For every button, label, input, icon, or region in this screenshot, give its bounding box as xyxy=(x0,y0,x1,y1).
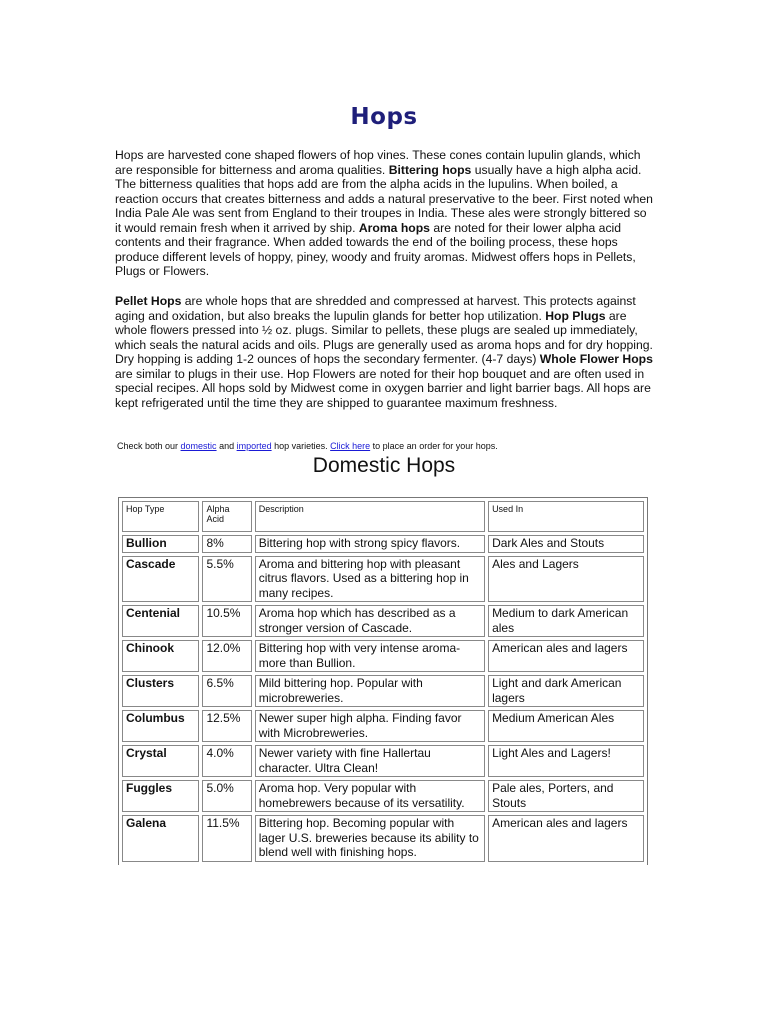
hop-used-in: Dark Ales and Stouts xyxy=(488,535,644,553)
alpha-acid: 11.5% xyxy=(202,815,251,862)
hop-description: Mild bittering hop. Popular with microbreweries. xyxy=(255,675,485,707)
table-row xyxy=(122,710,644,742)
hop-used-in: Ales and Lagers xyxy=(488,556,644,603)
forms-paragraph xyxy=(115,294,655,410)
intro-paragraph xyxy=(115,148,655,279)
hop-used-in: American ales and lagers xyxy=(488,640,644,672)
page-title: Hops xyxy=(350,104,418,130)
note-text-3: hop varieties. xyxy=(271,441,331,451)
hop-description: Bittering hop with strong spicy flavors. xyxy=(255,535,485,553)
pellet-hops-term: Pellet Hops xyxy=(115,294,182,308)
hop-name: Clusters xyxy=(122,675,199,707)
table-row xyxy=(122,605,644,637)
alpha-acid: 5.0% xyxy=(202,780,251,812)
hop-used-in: Medium to dark American ales xyxy=(488,605,644,637)
table-row xyxy=(122,556,644,603)
bittering-hops-term: Bittering hops xyxy=(388,162,472,177)
note-text-2: and xyxy=(216,441,237,451)
alpha-acid: 12.0% xyxy=(202,640,251,672)
hop-used-in: Pale ales, Porters, and Stouts xyxy=(488,780,644,812)
aroma-hops-term: Aroma hops xyxy=(358,220,430,235)
hop-name: Centenial xyxy=(122,605,199,637)
hop-used-in: American ales and lagers xyxy=(488,815,644,862)
hop-used-in: Light and dark American lagers xyxy=(488,675,644,707)
hop-name: Chinook xyxy=(122,640,199,672)
intro-text-2: usually have a high alpha acid. The bitterness qualities that hops add are from the alpha acids in the lupulins. When boiled, a reaction occurs that creates bitterness and adds a natural preservative to the beer. First noted when India Pale Ale was sent from England to their troupes in India. These ales were strongly bittered so it would remain fresh when it arrived by ship. xyxy=(115,162,653,235)
alpha-acid: 5.5% xyxy=(202,556,251,603)
intro-text-1: Hops are harvested cone shaped flowers of hop vines. These cones contain lupulin glands, which are responsible for bitterness and aroma qualities. xyxy=(115,148,641,177)
note-text-4: to place an order for your hops. xyxy=(370,441,498,451)
imported-link[interactable]: imported xyxy=(236,441,272,451)
header-description: Description xyxy=(255,501,485,532)
alpha-acid: 10.5% xyxy=(202,605,251,637)
hop-name: Crystal xyxy=(122,745,199,777)
forms-text-3: are similar to plugs in their use. Hop Flowers are noted for their hop bouquet and are often used in special recipes. All hops sold by Midwest come in oxygen barrier and light barrier bags. All hops are kept refrigerated until the time they are shipped to guarantee maximum freshness. xyxy=(115,366,651,410)
alpha-acid: 8% xyxy=(202,535,251,553)
forms-text-1: are whole hops that are shredded and compressed at harvest. This protects against aging and oxidation, but also breaks the lupulin glands for better hop utilization. xyxy=(115,294,636,323)
table-row xyxy=(122,535,644,553)
hop-description: Aroma and bittering hop with pleasant citrus flavors. Used as a bittering hop in many recipes. xyxy=(255,556,485,603)
table-title: Domestic Hops xyxy=(312,454,456,477)
hop-description: Newer variety with fine Hallertau character. Ultra Clean! xyxy=(255,745,485,777)
hop-name: Galena xyxy=(122,815,199,862)
forms-text-2: are whole flowers pressed into ½ oz. plugs. Similar to pellets, these plugs are sealed up immediately, which seals the natural acids and oils. Plugs are generally used as aroma hops and for dry hopping. Dry hopping is adding 1-2 ounces of hops the secondary fermenter. (4-7 days) xyxy=(115,308,653,366)
header-hop-type: Hop Type xyxy=(122,501,199,532)
table-row xyxy=(122,675,644,707)
hop-description: Newer super high alpha. Finding favor with Microbreweries. xyxy=(255,710,485,742)
hop-name: Cascade xyxy=(122,556,199,603)
domestic-hops-table xyxy=(118,497,648,865)
hop-name: Fuggles xyxy=(122,780,199,812)
hop-description: Bittering hop. Becoming popular with lager U.S. breweries because its ability to blend well with finishing hops. xyxy=(255,815,485,862)
table-row xyxy=(122,745,644,777)
table-row xyxy=(122,780,644,812)
alpha-acid: 6.5% xyxy=(202,675,251,707)
header-alpha-acid: Alpha Acid xyxy=(202,501,251,532)
alpha-acid: 4.0% xyxy=(202,745,251,777)
header-used-in: Used In xyxy=(488,501,644,532)
hop-description: Aroma hop which has described as a stronger version of Cascade. xyxy=(255,605,485,637)
hop-used-in: Medium American Ales xyxy=(488,710,644,742)
whole-flower-hops-term: Whole Flower Hops xyxy=(539,352,653,366)
varieties-note xyxy=(117,441,657,452)
hop-description: Bittering hop with very intense aroma-more than Bullion. xyxy=(255,640,485,672)
table-row xyxy=(122,815,644,862)
hop-name: Bullion xyxy=(122,535,199,553)
hop-name: Columbus xyxy=(122,710,199,742)
alpha-acid: 12.5% xyxy=(202,710,251,742)
domestic-link[interactable]: domestic xyxy=(180,441,217,451)
table-header-row xyxy=(122,501,644,532)
hop-plugs-term: Hop Plugs xyxy=(545,308,606,323)
intro-text-3: are noted for their lower alpha acid contents and their fragrance. When added towards the end of the boiling process, these hops produce different levels of hoppy, piney, woody and fruity aromas. Midwest offers hops in Pellets, Plugs or Flowers. xyxy=(115,220,636,278)
hop-used-in: Light Ales and Lagers! xyxy=(488,745,644,777)
hop-description: Aroma hop. Very popular with homebrewers because of its versatility. xyxy=(255,780,485,812)
order-link[interactable]: Click here xyxy=(330,441,371,451)
table-row xyxy=(122,640,644,672)
note-text-1: Check both our xyxy=(117,441,181,451)
